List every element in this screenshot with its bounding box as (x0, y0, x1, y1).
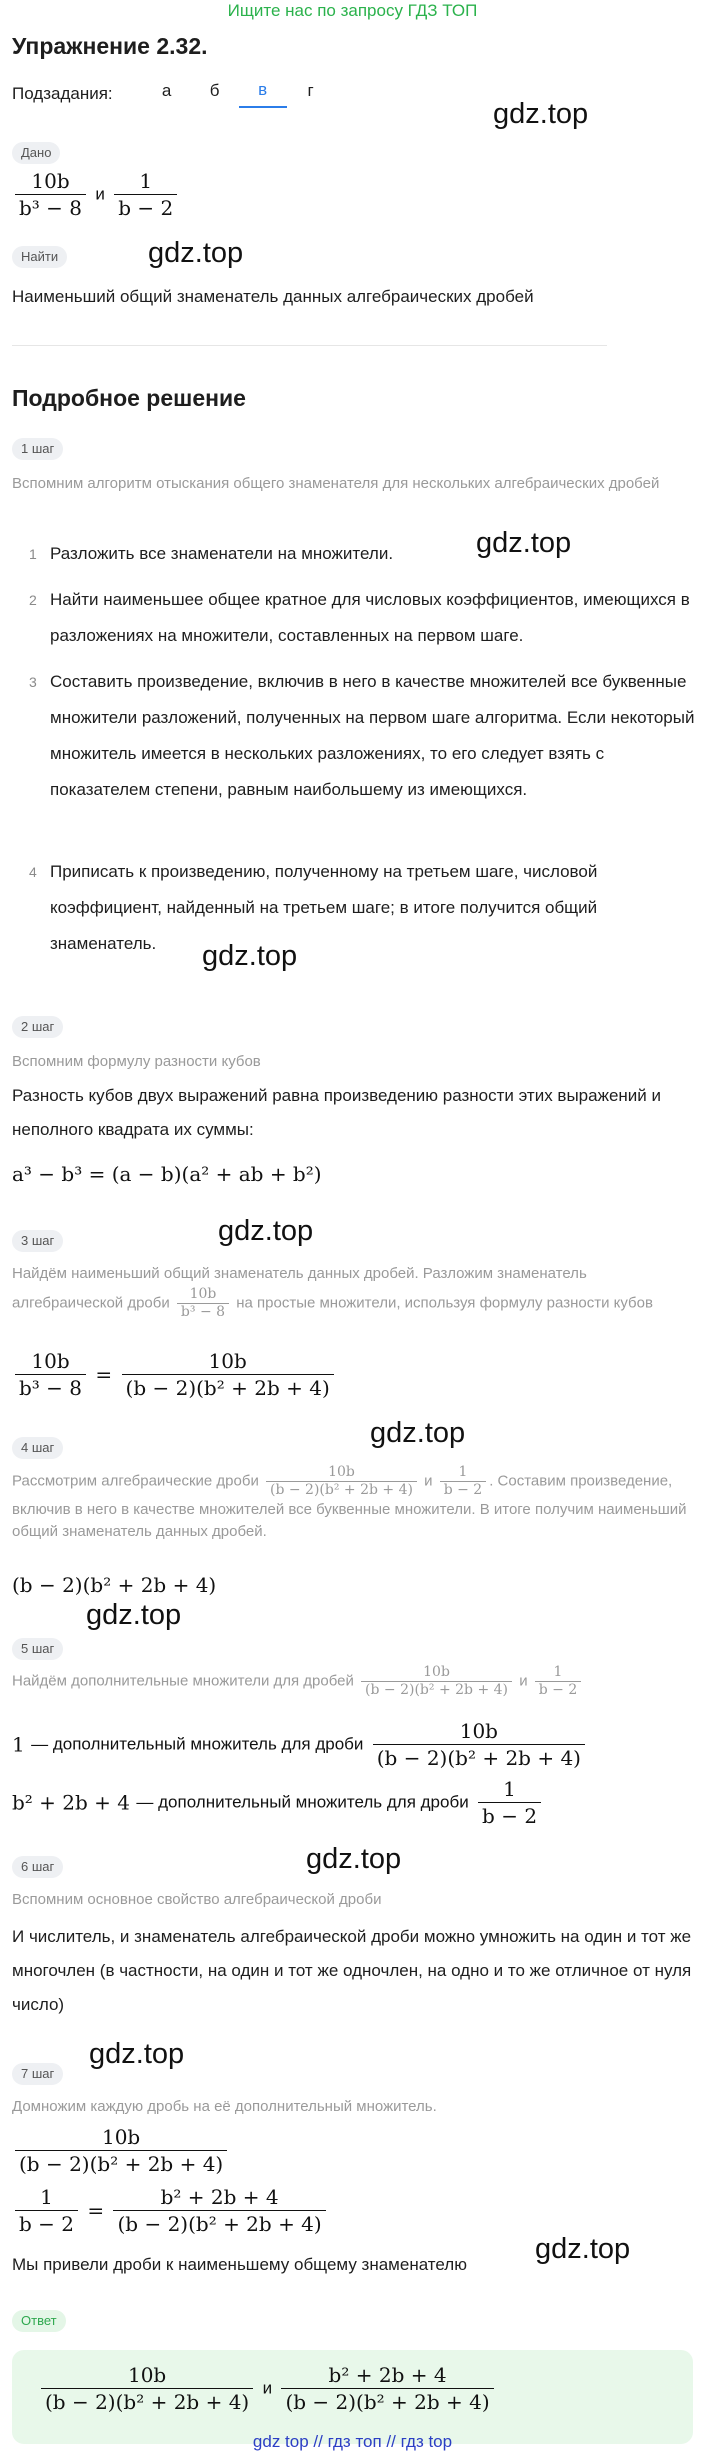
tab-g[interactable]: г (307, 81, 314, 100)
find-text: Наименьший общий знаменатель данных алгебраических дробей (12, 287, 534, 306)
step-4-result: (b − 2)(b² + 2b + 4) (12, 1573, 217, 1597)
fraction (113, 2184, 325, 2237)
step-5-line-1 (12, 1718, 588, 1771)
step-3-badge: 3 шаг (12, 1230, 63, 1252)
step-3-intro-b: на простые множители, используя формулу разности кубов (236, 1294, 653, 1312)
fraction-numerator: 10b (31, 1349, 70, 1373)
fraction-numerator: 10b (328, 1464, 355, 1480)
tab-b[interactable]: б (209, 81, 220, 100)
additional-factor-text: — дополнительный множитель для дроби (136, 1792, 469, 1812)
answer-fraction-2 (281, 2362, 493, 2415)
inline-fraction (361, 1664, 512, 1699)
given-expression (12, 168, 180, 221)
given-badge: Дано (12, 142, 60, 164)
list-number: 3 (29, 674, 37, 690)
watermark: gdz.top (89, 2038, 185, 2070)
inline-fraction (535, 1664, 582, 1699)
step-4-intro-b: . Составим произведение, включив в него в качестве множителей все буквенные множители. В итоге получим наименьший общий знаменатель данных дробей. (12, 1472, 687, 1540)
conjunction: и (262, 2378, 273, 2398)
watermark: gdz.top (370, 1417, 466, 1449)
list-item: Приписать к произведению, полученному на третьем шаге, числовой коэффициент, найденный на третьем шаге; в итоге получится общий знаменатель. (50, 862, 598, 953)
watermark: gdz.top (476, 527, 572, 559)
step-6-text: И числитель, и знаменатель алгебраической дроби можно умножить на один и тот же многочлен (в частности, на один и тот же одночлен, на одно и то же отличное от нуля число) (12, 1927, 692, 2014)
fraction-numerator: 10b (423, 1664, 450, 1680)
solution-title: Подробное решение (12, 385, 246, 411)
find-badge: Найти (12, 246, 67, 268)
step-5-line-2 (12, 1776, 544, 1829)
fraction-denominator: (b − 2)(b² + 2b + 4) (373, 1744, 585, 1771)
fraction-numerator: 10b (208, 1349, 247, 1373)
step-7-fraction-2 (12, 2184, 329, 2237)
step-3-intro (12, 1262, 697, 1321)
inline-fraction (177, 1286, 229, 1321)
step-2-intro: Вспомним формулу разности кубов (12, 1053, 261, 1070)
fraction-denominator: b − 2 (535, 1681, 582, 1699)
fraction-numerator: 1 (503, 1777, 516, 1801)
step-1-badge: 1 шаг (12, 438, 63, 460)
inline-fraction (440, 1464, 487, 1499)
step-5-intro-text: Найдём дополнительные множители для дробей (12, 1672, 354, 1690)
step-6-badge: 6 шаг (12, 1856, 63, 1878)
fraction-numerator: 1 (458, 1464, 468, 1480)
given-fraction-1 (15, 168, 86, 221)
subtasks-bar (12, 80, 335, 108)
step-2-text: Разность кубов двух выражений равна произведению разности этих выражений и неполного квадрата их суммы: (12, 1086, 662, 1139)
conjunction: и (95, 184, 105, 204)
list-number: 4 (29, 864, 37, 880)
fraction-denominator: (b − 2)(b² + 2b + 4) (281, 2388, 493, 2415)
step-7-badge: 7 шаг (12, 2063, 63, 2085)
fraction-numerator: 1 (40, 2185, 53, 2209)
fraction-denominator: (b − 2)(b² + 2b + 4) (41, 2388, 253, 2415)
step-3-intro-a: Найдём наименьший общий знаменатель данных дробей. Разложим знаменатель алгебраической дроби (12, 1265, 587, 1312)
fraction-numerator: b² + 2b + 4 (328, 2363, 447, 2387)
list-number: 1 (29, 546, 37, 562)
fraction-denominator: b³ − 8 (15, 1374, 86, 1401)
additional-factor: 1 (12, 1732, 25, 1757)
step-7-fraction-1 (12, 2124, 230, 2177)
watermark: gdz.top (218, 1215, 314, 1247)
fraction-denominator: b − 2 (478, 1802, 541, 1829)
watermark: gdz.top (493, 98, 589, 130)
step-5-badge: 5 шаг (12, 1638, 63, 1660)
cube-difference-formula: a³ − b³ = (a − b)(a² + ab + b²) (12, 1162, 322, 1186)
step-6-intro: Вспомним основное свойство алгебраической дроби (12, 1891, 382, 1908)
list-item: Разложить все знаменатели на множители. (50, 544, 394, 563)
conjunction: и (519, 1672, 528, 1690)
answer-fraction-1 (41, 2362, 253, 2415)
step-4-badge: 4 шаг (12, 1437, 63, 1459)
fraction-denominator: b − 2 (15, 2210, 78, 2237)
answer-expression (38, 2362, 497, 2415)
step-4-intro-a: Рассмотрим алгебраические дроби (12, 1472, 259, 1490)
equals-sign: = (95, 1362, 113, 1387)
fraction-denominator: b − 2 (440, 1481, 487, 1499)
additional-factor-text: — дополнительный множитель для дроби (31, 1734, 364, 1754)
tab-a[interactable]: а (161, 81, 172, 100)
top-banner[interactable]: Ищите нас по запросу ГДЗ ТОП (227, 1, 478, 20)
step-3-factorization (12, 1348, 337, 1401)
fraction-denominator: (b − 2)(b² + 2b + 4) (361, 1681, 512, 1699)
fraction-denominator: (b − 2)(b² + 2b + 4) (266, 1481, 417, 1499)
step-2-badge: 2 шаг (12, 1016, 63, 1038)
target-fraction (373, 1718, 585, 1771)
fraction-denominator: (b − 2)(b² + 2b + 4) (15, 2150, 227, 2177)
fraction (15, 2124, 227, 2177)
step-5-intro (12, 1664, 697, 1699)
answer-badge: Ответ (12, 2310, 66, 2332)
fraction-numerator: 10b (459, 1719, 498, 1743)
conjunction: и (424, 1472, 433, 1490)
list-item: Найти наименьшее общее кратное для числовых коэффициентов, имеющихся в разложениях на множители, составленных на первом шаге. (50, 590, 690, 645)
source-fraction (15, 1348, 86, 1401)
fraction-denominator: (b − 2)(b² + 2b + 4) (122, 1374, 334, 1401)
watermark: gdz.top (148, 237, 244, 269)
step-1-intro: Вспомним алгоритм отыскания общего знаменателя для нескольких алгебраических дробей (12, 475, 660, 492)
equals-sign: = (87, 2198, 105, 2223)
fraction-denominator: b³ − 8 (15, 194, 86, 221)
fraction-numerator: 1 (139, 169, 153, 193)
subtasks-label: Подзадания: (12, 84, 113, 103)
step-4-intro (12, 1464, 697, 1543)
footer-links[interactable]: gdz top // гдз топ // гдз top (252, 2432, 453, 2451)
fraction (15, 2184, 78, 2237)
watermark: gdz.top (306, 1843, 402, 1875)
fraction-numerator: 1 (553, 1664, 563, 1680)
divider (12, 345, 607, 346)
fraction-denominator: b − 2 (114, 194, 177, 221)
page-title: Упражнение 2.32. (12, 33, 208, 59)
given-fraction-2 (114, 168, 177, 221)
fraction-numerator: 10b (31, 169, 70, 193)
inline-fraction (266, 1464, 417, 1499)
additional-factor: b² + 2b + 4 (12, 1790, 131, 1815)
step-7-text: Мы привели дроби к наименьшему общему знаменателю (12, 2255, 467, 2274)
list-item: Составить произведение, включив в него в качестве множителей все буквенные множители разложений, полученных на первом шаге алгоритма. Если некоторый множитель имеется в нескольких разложениях, то его следует взять с показателем степени, равным наибольшему из имеющихся. (50, 672, 695, 799)
fraction-denominator: (b − 2)(b² + 2b + 4) (113, 2210, 325, 2237)
list-number: 2 (29, 592, 37, 608)
step-7-intro: Домножим каждую дробь на её дополнительный множитель. (12, 2098, 437, 2115)
watermark: gdz.top (535, 2233, 631, 2265)
target-fraction (478, 1776, 541, 1829)
fraction-denominator: b³ − 8 (177, 1303, 229, 1321)
factored-fraction (122, 1348, 334, 1401)
fraction-numerator: 10b (189, 1286, 217, 1302)
watermark: gdz.top (202, 940, 298, 972)
watermark: gdz.top (86, 1599, 182, 1631)
fraction-numerator: 10b (101, 2125, 141, 2149)
tab-v[interactable]: в (239, 80, 287, 108)
fraction-numerator: 10b (127, 2363, 167, 2387)
fraction-numerator: b² + 2b + 4 (160, 2185, 279, 2209)
